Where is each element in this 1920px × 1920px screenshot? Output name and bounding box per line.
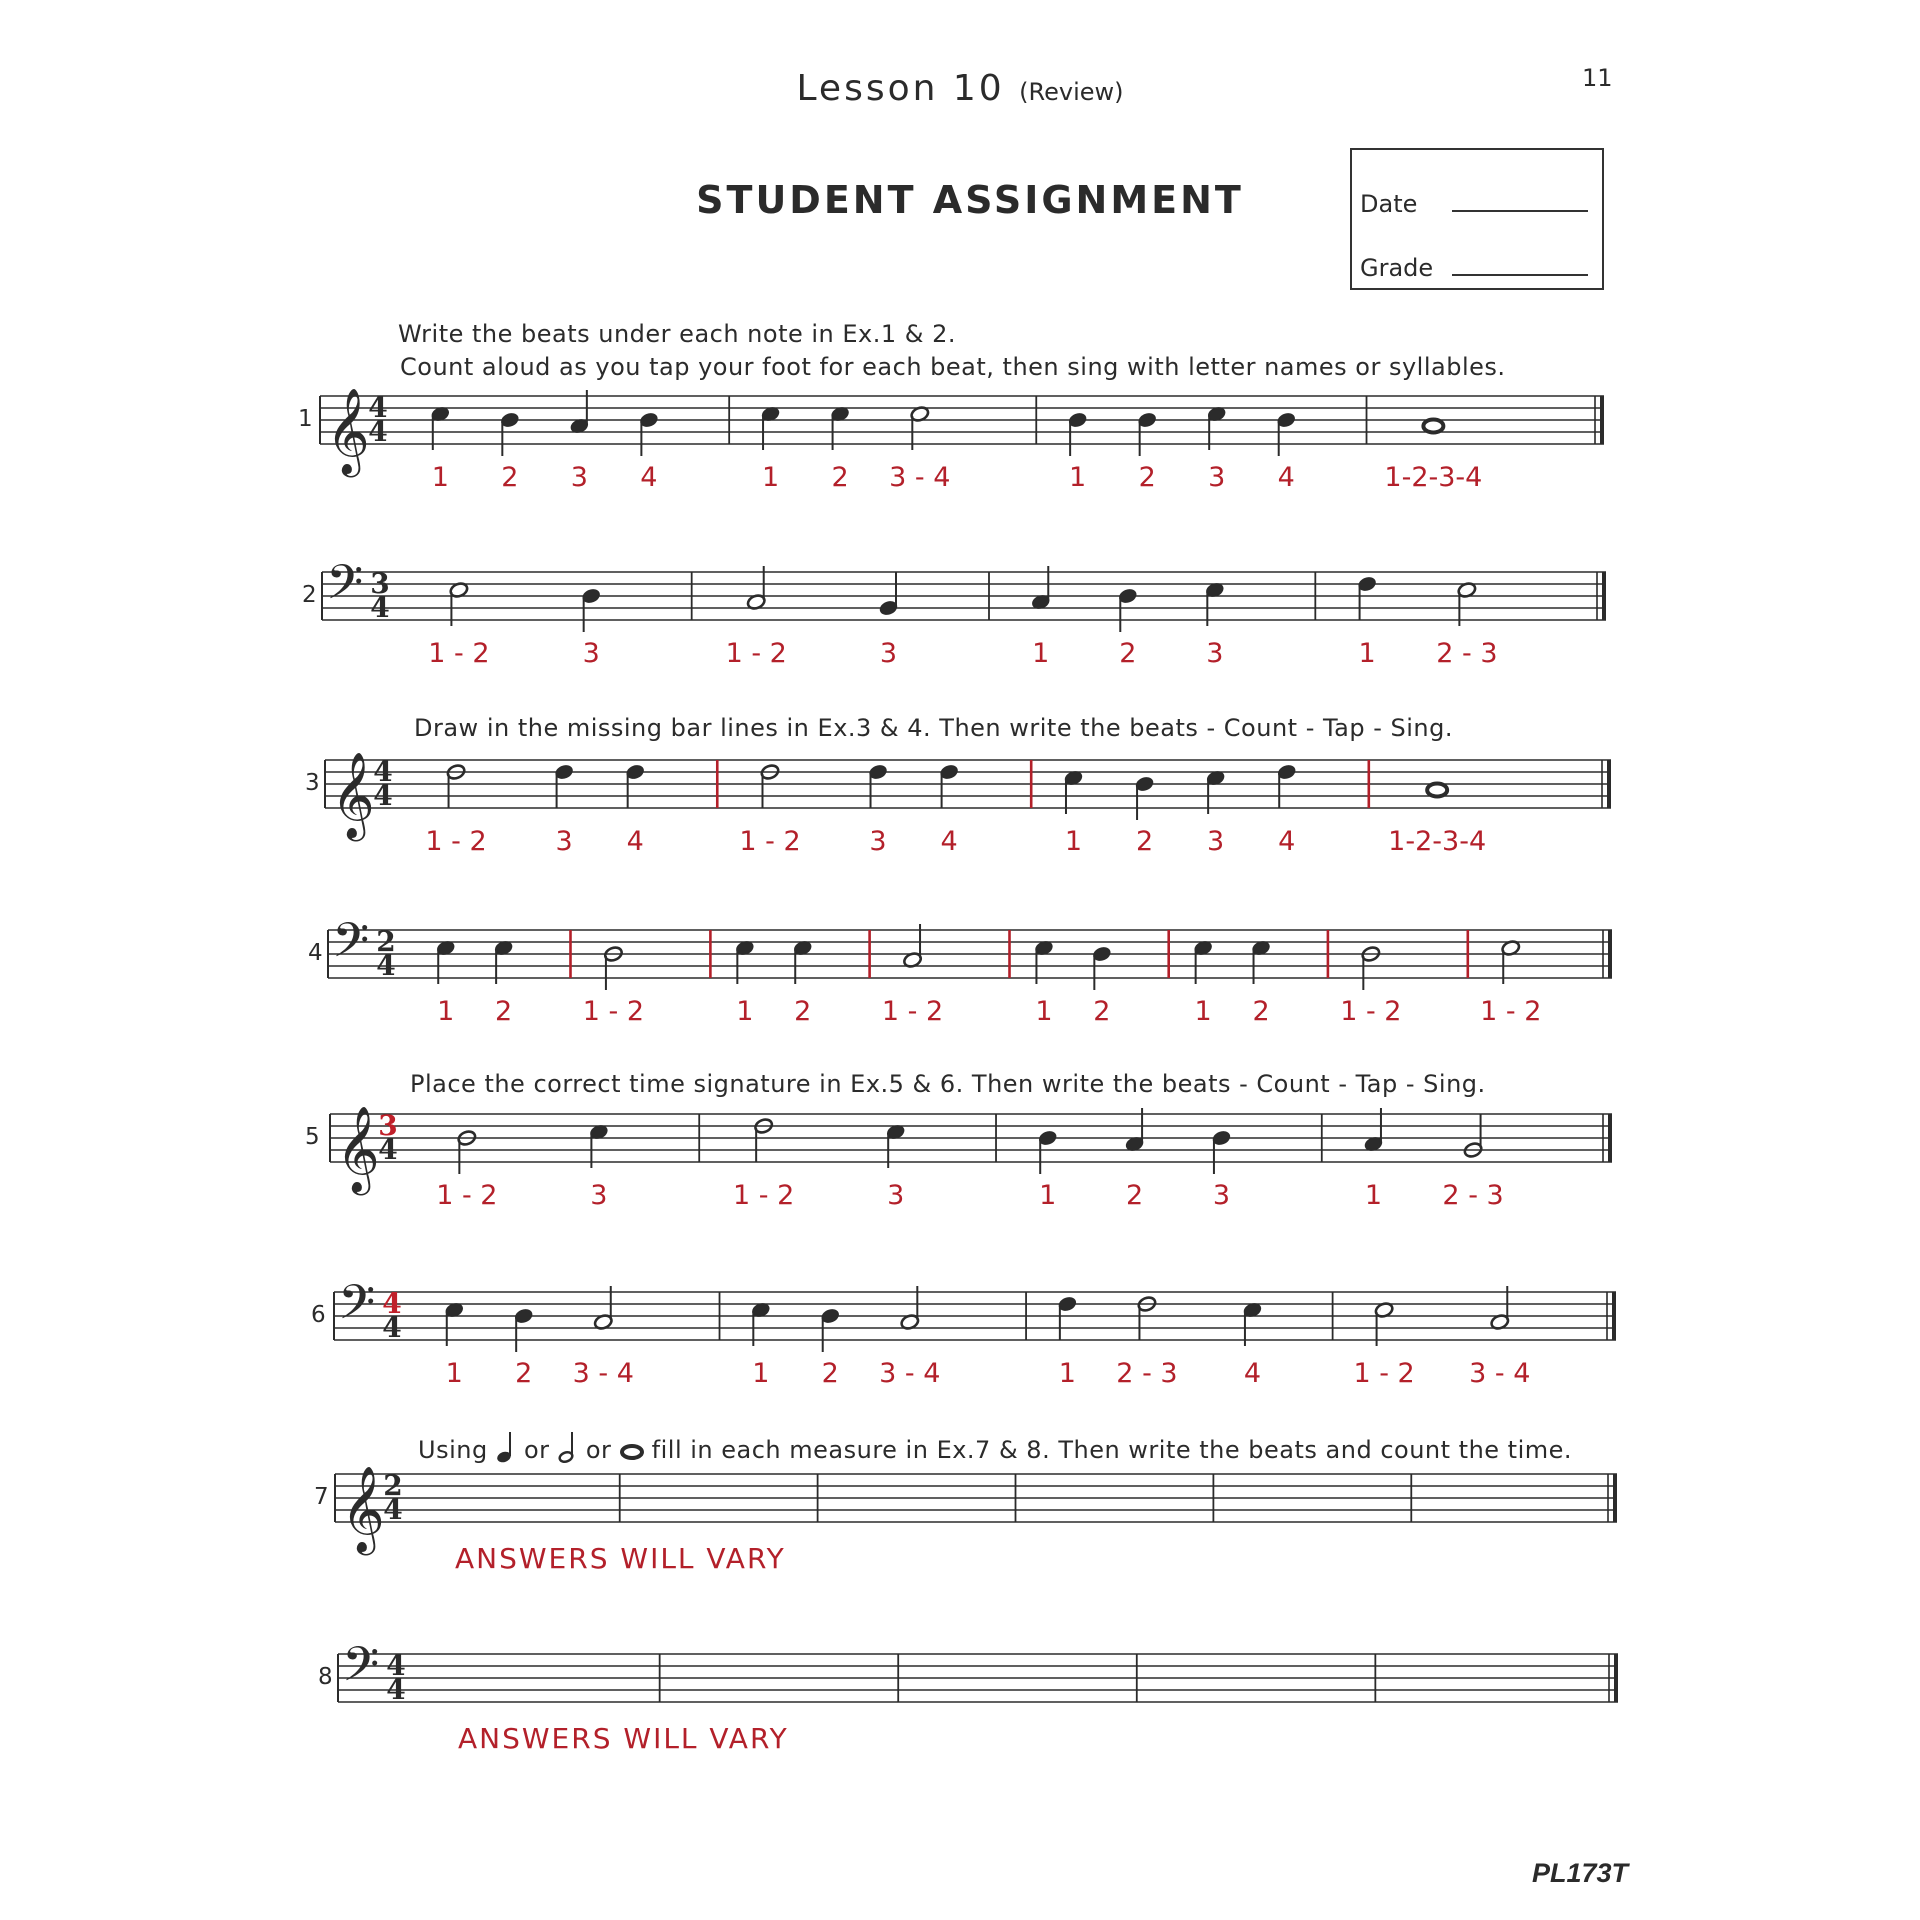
beat-label: 4 (1278, 826, 1296, 857)
instruction-ex12-line1: Write the beats under each note in Ex.1 & 2. (398, 320, 957, 348)
exercise-number-8: 8 (318, 1664, 333, 1690)
instruction-ex78-rest: fill in each measure in Ex.7 & 8. Then write the beats and count the time. (651, 1436, 1573, 1464)
beat-label: 1 - 2 (1480, 996, 1542, 1027)
exercise-number-1: 1 (298, 406, 313, 432)
time-signature-bottom: 4 (382, 1311, 402, 1344)
beat-label: 1 (437, 996, 455, 1027)
beat-label: 1-2-3-4 (1388, 826, 1487, 857)
quarter-note (500, 411, 520, 456)
time-signature-bottom: 4 (368, 415, 388, 448)
beat-label: 3 (1212, 1180, 1231, 1211)
beat-label: 1 - 2 (881, 996, 944, 1027)
assignment-title: STUDENT ASSIGNMENT (696, 178, 1244, 222)
beat-label: 3 (887, 1180, 905, 1211)
beat-label: 1 - 2 (436, 1180, 498, 1211)
quarter-note (514, 1307, 534, 1352)
instruction-ex12-line2: Count aloud as you tap your foot for each beat, then sing with letter names or syllables. (400, 353, 1506, 381)
time-signature-top: 2 (376, 925, 396, 958)
quarter-note (639, 411, 659, 456)
exercise-number-3: 3 (305, 770, 320, 796)
quarter-note (1068, 411, 1088, 456)
beat-label: 1 (1035, 996, 1053, 1027)
quarter-note (1038, 1129, 1058, 1174)
page-number: 11 (1582, 64, 1613, 92)
beat-label: 1 (1032, 638, 1050, 669)
beat-label: 3 (879, 638, 898, 669)
beat-label: 2 (794, 996, 812, 1027)
time-signature-top: 3 (370, 567, 390, 600)
treble-clef-icon: 𝄞 (331, 752, 375, 838)
beat-label: 1-2-3-4 (1384, 462, 1483, 493)
time-signature-top: 4 (368, 391, 388, 424)
half-note (1463, 1114, 1483, 1159)
beat-label: 4 (940, 826, 958, 857)
beat-label: 2 (1135, 826, 1154, 857)
quarter-note (820, 1307, 840, 1352)
exercise-number-6: 6 (311, 1302, 326, 1328)
bass-clef-icon: 𝄢 (326, 554, 364, 622)
beat-label: 1 - 2 (425, 826, 487, 857)
beat-label: 2 - 3 (1436, 638, 1498, 669)
beat-label: 3 (1206, 638, 1224, 669)
beat-label: 1 (431, 462, 449, 493)
beat-label: 2 (515, 1358, 533, 1389)
publisher-code: PL173T (1532, 1858, 1629, 1888)
quarter-note (1357, 575, 1377, 620)
staff-exercise-2 (322, 552, 1606, 680)
beat-label: 1 (736, 996, 754, 1027)
time-signature-bottom: 4 (378, 1133, 398, 1166)
beat-label: 1 (1064, 826, 1083, 857)
instruction-ex34: Draw in the missing bar lines in Ex.3 & 4. Then write the beats - Count - Tap - Sing. (414, 714, 1454, 742)
beat-label: 2 - 3 (1116, 1358, 1178, 1389)
quarter-note (1134, 775, 1154, 820)
beat-label: 1 (1194, 996, 1212, 1027)
half-note (754, 1117, 774, 1162)
beat-label: 1 - 2 (1340, 996, 1402, 1027)
half-note (760, 763, 780, 808)
quarter-note (1211, 1129, 1231, 1174)
answer-note: ANSWERS WILL VARY (458, 1722, 789, 1755)
date-label: Date (1360, 190, 1418, 218)
half-note (603, 945, 623, 990)
quarter-note (868, 763, 888, 808)
time-signature-top: 4 (382, 1287, 402, 1320)
beat-label: 4 (640, 462, 658, 493)
lesson-title (0, 68, 1920, 109)
quarter-note (878, 572, 898, 617)
beat-label: 2 - 3 (1442, 1180, 1504, 1211)
beat-label: 3 (869, 826, 887, 857)
beat-label: 3 (590, 1180, 608, 1211)
answer-note: ANSWERS WILL VARY (455, 1542, 786, 1575)
half-note (1137, 1295, 1157, 1340)
quarter-note (1137, 411, 1157, 456)
staff-exercise-4 (328, 910, 1612, 1038)
quarter-note (1276, 411, 1296, 456)
beat-label: 1 - 2 (428, 638, 490, 669)
exercise-number-4: 4 (308, 940, 323, 966)
beat-label: 2 (1252, 996, 1270, 1027)
quarter-note (1092, 945, 1112, 990)
time-signature-bottom: 4 (370, 591, 390, 624)
beat-label: 3 - 4 (572, 1358, 634, 1389)
lesson-subtitle: (Review) (1019, 78, 1124, 106)
beat-label: 3 (1208, 462, 1226, 493)
beat-label: 3 - 4 (889, 462, 951, 493)
bass-clef-icon: 𝄢 (338, 1274, 376, 1342)
time-signature-top: 3 (378, 1109, 398, 1142)
quarter-note (1118, 587, 1138, 632)
quarter-note (625, 763, 645, 808)
beat-label: 2 (1138, 462, 1156, 493)
beat-label: 1 - 2 (733, 1180, 795, 1211)
beat-label: 2 (821, 1358, 839, 1389)
treble-clef-icon: 𝄞 (326, 388, 370, 474)
date-field[interactable] (1452, 210, 1588, 212)
time-signature-top: 4 (386, 1649, 406, 1682)
beat-label: 3 (1207, 826, 1225, 857)
half-note (446, 763, 466, 808)
beat-label: 3 (582, 638, 600, 669)
beat-label: 2 (831, 462, 849, 493)
grade-field[interactable] (1452, 274, 1588, 276)
lesson-title-text: Lesson 10 (796, 68, 1005, 109)
beat-label: 2 (501, 462, 519, 493)
beat-label: 1 (1358, 638, 1376, 669)
beat-label: 1 (1058, 1358, 1076, 1389)
instruction-ex78-or-2: or (585, 1436, 612, 1464)
beat-label: 4 (1277, 462, 1295, 493)
quarter-note (1277, 763, 1297, 808)
whole-note (1427, 784, 1447, 797)
beat-label: 2 (1125, 1180, 1144, 1211)
quarter-note (581, 587, 601, 632)
time-signature-bottom: 4 (376, 949, 396, 982)
half-note (1361, 945, 1381, 990)
beat-label: 3 (555, 826, 573, 857)
exercise-number-5: 5 (305, 1124, 320, 1150)
beat-label: 1 (1364, 1180, 1383, 1211)
staff-exercise-5 (330, 1094, 1612, 1222)
beat-label: 4 (1243, 1358, 1262, 1389)
quarter-note (1057, 1295, 1077, 1340)
quarter-note (554, 763, 574, 808)
exercise-number-2: 2 (302, 582, 317, 608)
beat-label: 1 - 2 (739, 826, 801, 857)
time-signature-bottom: 4 (373, 779, 393, 812)
beat-label: 3 - 4 (1469, 1358, 1531, 1389)
grade-label: Grade (1360, 254, 1434, 282)
whole-note (1423, 420, 1443, 433)
treble-clef-icon: 𝄞 (341, 1466, 385, 1552)
beat-label: 1 (761, 462, 780, 493)
beat-label: 1 - 2 (582, 996, 645, 1027)
bass-clef-icon: 𝄢 (342, 1636, 380, 1704)
time-signature-top: 2 (383, 1469, 403, 1502)
beat-label: 1 (752, 1358, 770, 1389)
beat-label: 1 (1039, 1180, 1057, 1211)
treble-clef-icon: 𝄞 (336, 1106, 380, 1192)
time-signature-bottom: 4 (383, 1493, 403, 1526)
beat-label: 1 (445, 1358, 463, 1389)
bass-clef-icon: 𝄢 (332, 912, 370, 980)
time-signature-bottom: 4 (386, 1673, 406, 1706)
quarter-note (939, 763, 959, 808)
instruction-ex78-or-1: or (523, 1436, 550, 1464)
instruction-ex56: Place the correct time signature in Ex.5 & 6. Then write the beats - Count - Tap - Sing. (410, 1070, 1486, 1098)
beat-label: 1 (1069, 462, 1087, 493)
beat-label: 2 (495, 996, 513, 1027)
beat-label: 3 - 4 (879, 1358, 941, 1389)
beat-label: 1 - 2 (1353, 1358, 1415, 1389)
beat-label: 3 (570, 462, 588, 493)
beat-label: 2 (1093, 996, 1111, 1027)
beat-label: 4 (626, 826, 644, 857)
half-note (457, 1129, 477, 1174)
beat-label: 1 - 2 (725, 638, 787, 669)
exercise-number-7: 7 (314, 1484, 329, 1510)
instruction-ex78-using: Using (418, 1436, 488, 1464)
beat-label: 2 (1119, 638, 1137, 669)
time-signature-top: 4 (373, 755, 393, 788)
date-grade-box (1350, 148, 1604, 290)
